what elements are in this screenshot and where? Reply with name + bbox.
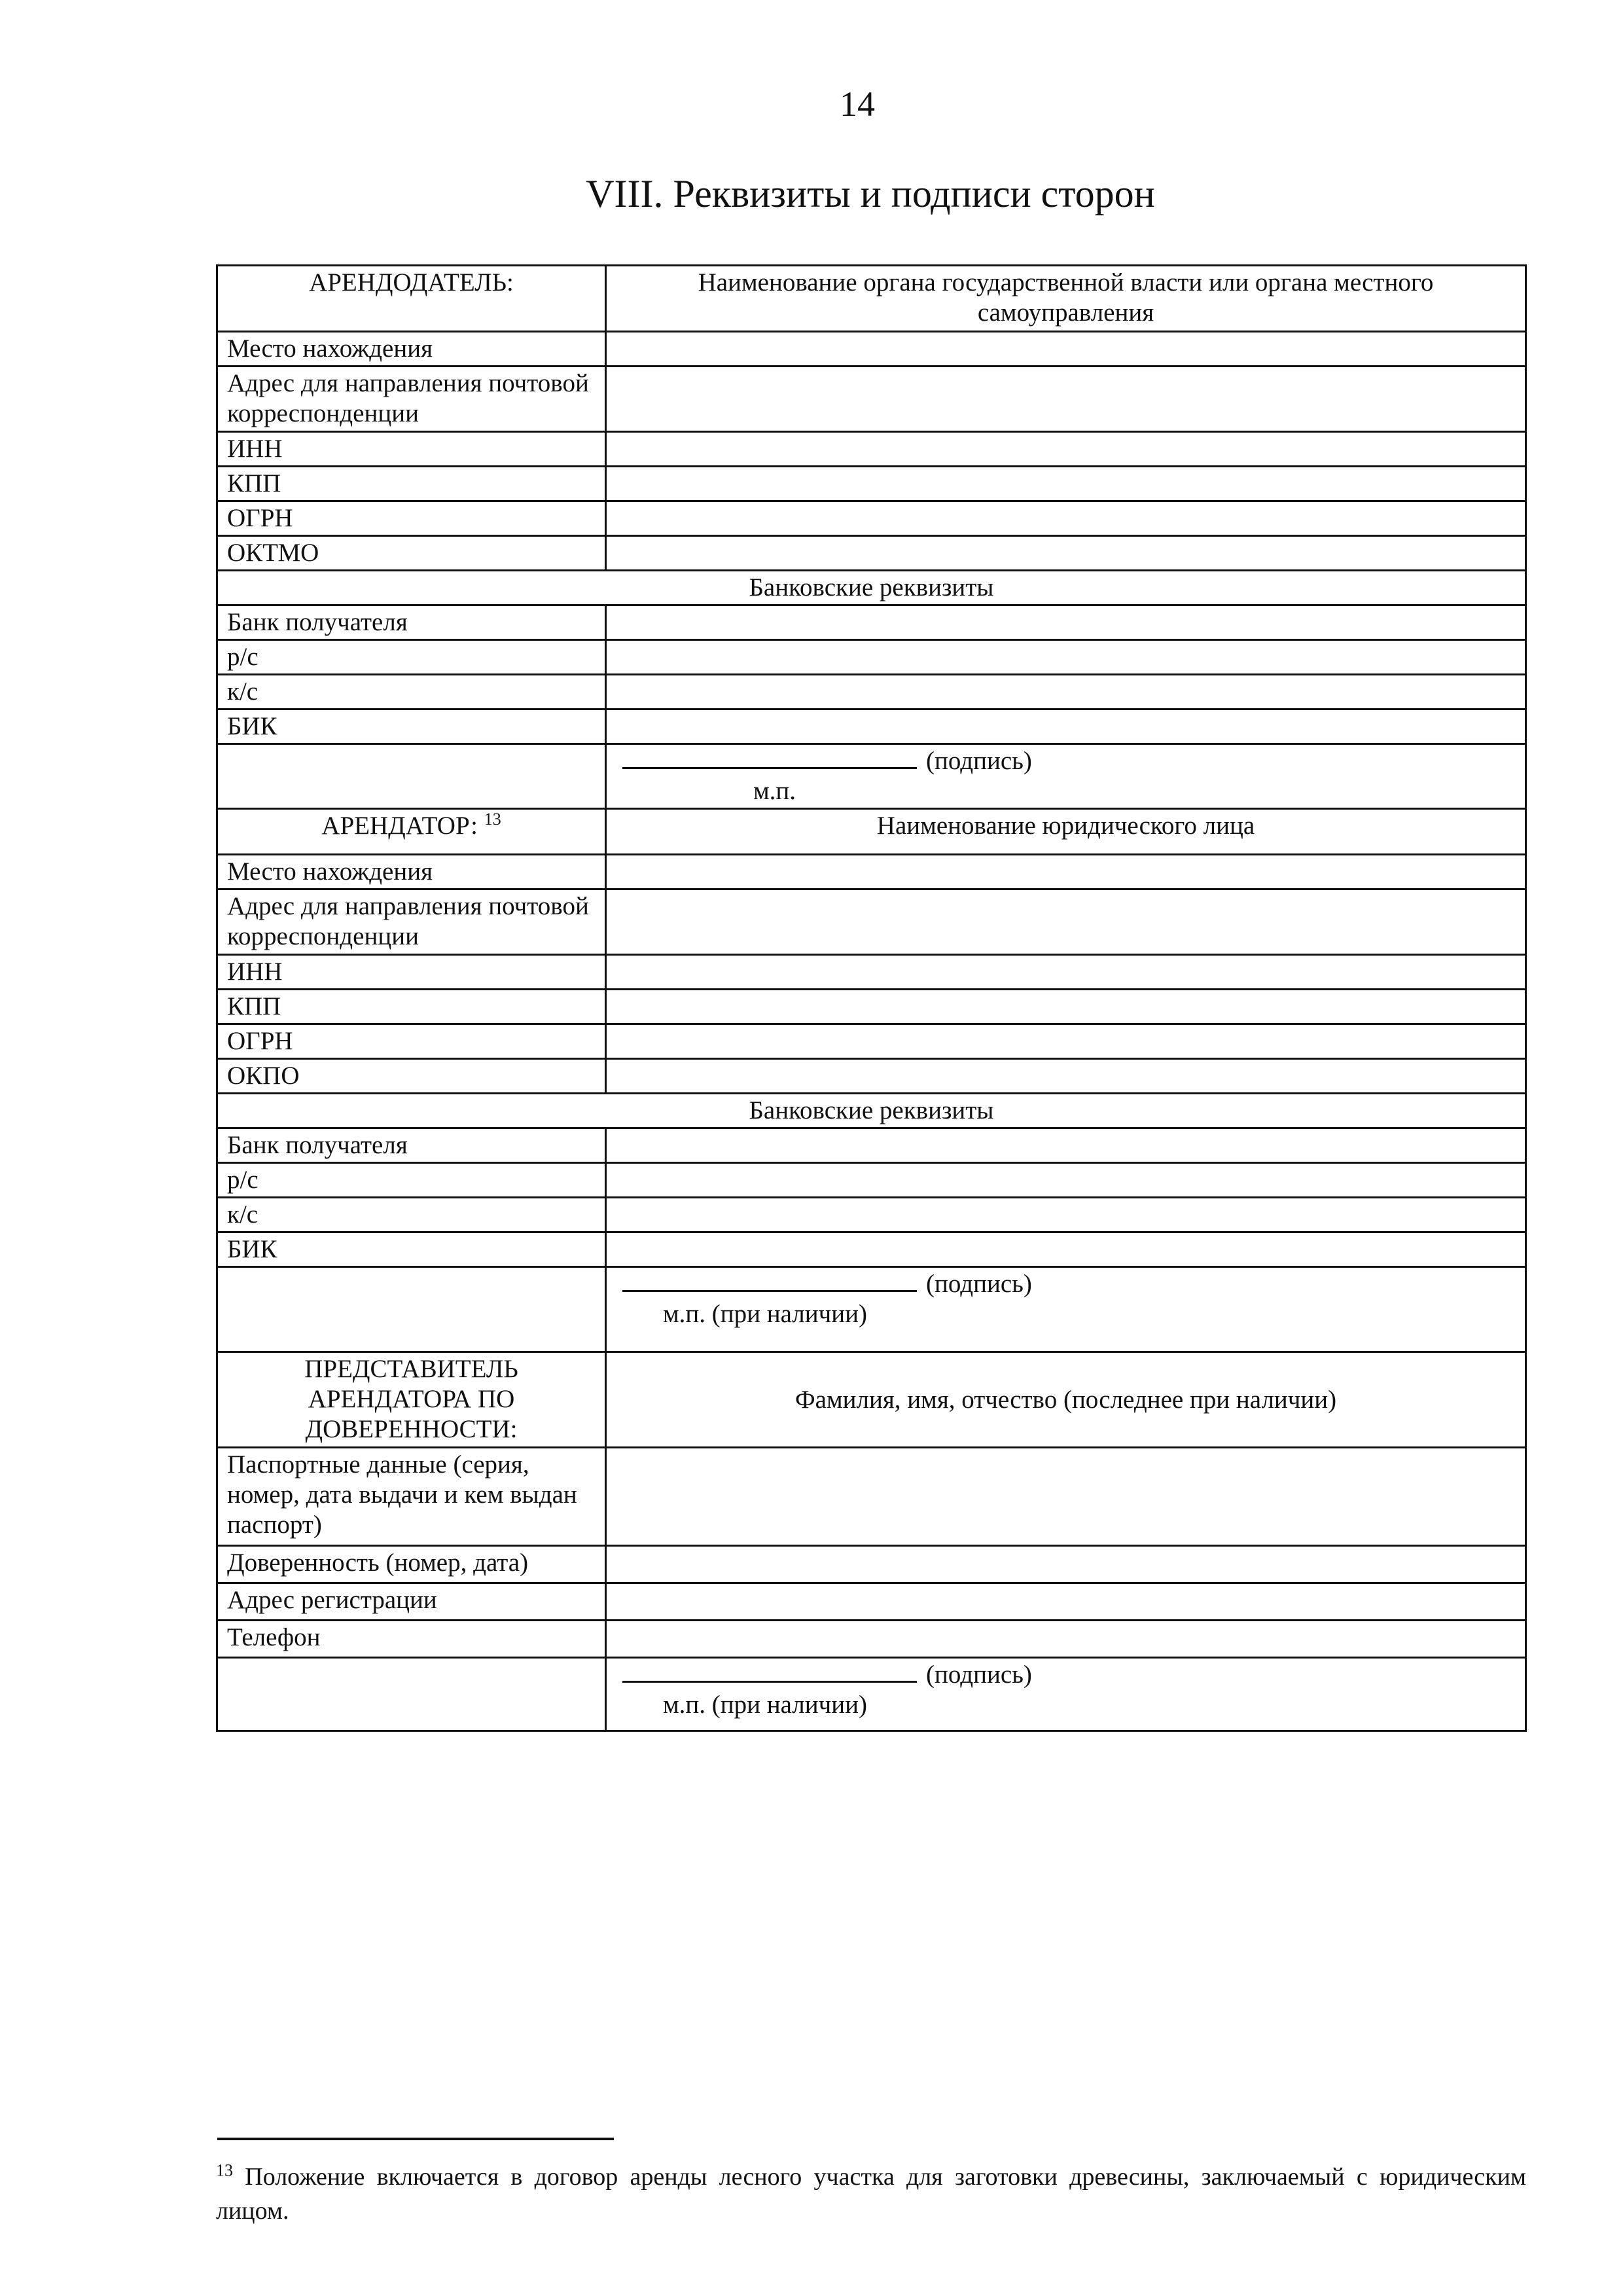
- row-label: Адрес для направления почтовой корреспонденции: [217, 367, 606, 432]
- table-row: [217, 1198, 1526, 1232]
- table-row: [217, 332, 1526, 367]
- signature-label: (подпись): [926, 1270, 1032, 1298]
- table-row: [217, 709, 1526, 744]
- row-label: КПП: [217, 990, 606, 1024]
- landlord-signature-block: [606, 744, 1526, 809]
- representative-header-row: [217, 1352, 1526, 1448]
- stamp-label: м.п. (при наличии): [663, 1691, 867, 1719]
- value-field[interactable]: [606, 536, 1526, 571]
- footnote-reference: 13: [484, 810, 501, 829]
- row-label: Банк получателя: [217, 1128, 606, 1163]
- tenant-header-row: [217, 809, 1526, 855]
- value-field[interactable]: [606, 990, 1526, 1024]
- signature-row: [217, 1267, 1526, 1352]
- value-field[interactable]: [606, 855, 1526, 889]
- row-label: ИНН: [217, 955, 606, 990]
- value-field[interactable]: [606, 467, 1526, 501]
- row-label: ОГРН: [217, 501, 606, 536]
- value-field[interactable]: [606, 332, 1526, 367]
- table-row: [217, 855, 1526, 889]
- table-row: [217, 1546, 1526, 1583]
- value-field[interactable]: [606, 1163, 1526, 1198]
- landlord-heading: АРЕНДОДАТЕЛЬ:: [217, 266, 606, 332]
- table-row: [217, 605, 1526, 640]
- signature-line[interactable]: [622, 1661, 917, 1683]
- row-label: к/с: [217, 675, 606, 709]
- row-label: Доверенность (номер, дата): [217, 1546, 606, 1583]
- table-row: [217, 432, 1526, 467]
- footnote-divider: [217, 2138, 614, 2140]
- signature-row: [217, 744, 1526, 809]
- row-label: Место нахождения: [217, 855, 606, 889]
- representative-heading: ПРЕДСТАВИТЕЛЬ АРЕНДАТОРА ПО ДОВЕРЕННОСТИ:: [217, 1352, 606, 1448]
- row-label: р/с: [217, 1163, 606, 1198]
- signature-label: (подпись): [926, 1660, 1032, 1689]
- row-label: Адрес регистрации: [217, 1583, 606, 1621]
- footnote-text: Положение включается в договор аренды лесного участка для заготовки древесины, заключаемый с юридическим лицом.: [216, 2163, 1527, 2225]
- value-field[interactable]: [606, 1448, 1526, 1546]
- row-label: ОКТМО: [217, 536, 606, 571]
- landlord-name-caption: Наименование органа государственной власти или органа местного самоуправления: [606, 266, 1526, 332]
- tenant-bank-heading: Банковские реквизиты: [217, 1094, 1526, 1128]
- row-label: к/с: [217, 1198, 606, 1232]
- table-row: [217, 1621, 1526, 1658]
- value-field[interactable]: [606, 709, 1526, 744]
- table-row: [217, 501, 1526, 536]
- row-label: Паспортные данные (серия, номер, дата выдачи и кем выдан паспорт): [217, 1448, 606, 1546]
- table-row: [217, 1059, 1526, 1094]
- footnote: [216, 2160, 1526, 2228]
- tenant-name-caption: Наименование юридического лица: [606, 809, 1526, 855]
- stamp-label: м.п. (при наличии): [663, 1300, 867, 1328]
- row-label: р/с: [217, 640, 606, 675]
- value-field[interactable]: [606, 501, 1526, 536]
- signature-line[interactable]: [622, 747, 917, 769]
- landlord-header-row: [217, 266, 1526, 332]
- section-title: VIII. Реквизиты и подписи сторон: [586, 172, 1155, 215]
- stamp-label: м.п.: [753, 777, 796, 805]
- signature-line[interactable]: [622, 1270, 917, 1292]
- table-row: [217, 536, 1526, 571]
- table-row: [217, 955, 1526, 990]
- row-label: Место нахождения: [217, 332, 606, 367]
- value-field[interactable]: [606, 640, 1526, 675]
- signature-row: [217, 1658, 1526, 1731]
- bank-heading-row: [217, 571, 1526, 605]
- requisites-table: [216, 264, 1527, 1732]
- footnote-number: 13: [216, 2161, 233, 2180]
- table-row: [217, 1448, 1526, 1546]
- value-field[interactable]: [606, 675, 1526, 709]
- row-label: ОГРН: [217, 1024, 606, 1059]
- row-label: Банк получателя: [217, 605, 606, 640]
- table-row: [217, 1024, 1526, 1059]
- row-label: КПП: [217, 467, 606, 501]
- value-field[interactable]: [606, 955, 1526, 990]
- empty-cell: [217, 1658, 606, 1731]
- table-row: [217, 467, 1526, 501]
- row-label: Адрес для направления почтовой корреспонденции: [217, 889, 606, 955]
- value-field[interactable]: [606, 1059, 1526, 1094]
- row-label: БИК: [217, 709, 606, 744]
- table-row: [217, 1232, 1526, 1267]
- value-field[interactable]: [606, 1024, 1526, 1059]
- table-row: [217, 675, 1526, 709]
- value-field[interactable]: [606, 1546, 1526, 1583]
- table-row: [217, 1128, 1526, 1163]
- value-field[interactable]: [606, 1128, 1526, 1163]
- representative-name-caption: Фамилия, имя, отчество (последнее при наличии): [606, 1352, 1526, 1448]
- table-row: [217, 1583, 1526, 1621]
- row-label: Телефон: [217, 1621, 606, 1658]
- table-row: [217, 889, 1526, 955]
- tenant-heading: АРЕНДАТОР:: [321, 812, 478, 840]
- page-number: 14: [840, 84, 875, 124]
- table-row: [217, 367, 1526, 432]
- representative-signature-block: [606, 1658, 1526, 1731]
- tenant-heading-cell: [217, 809, 606, 855]
- value-field[interactable]: [606, 432, 1526, 467]
- tenant-signature-block: [606, 1267, 1526, 1352]
- value-field[interactable]: [606, 367, 1526, 432]
- value-field[interactable]: [606, 1583, 1526, 1621]
- table-row: [217, 640, 1526, 675]
- value-field[interactable]: [606, 1198, 1526, 1232]
- bank-heading-row: [217, 1094, 1526, 1128]
- value-field[interactable]: [606, 1621, 1526, 1658]
- table-row: [217, 990, 1526, 1024]
- row-label: БИК: [217, 1232, 606, 1267]
- row-label: ИНН: [217, 432, 606, 467]
- empty-cell: [217, 1267, 606, 1352]
- landlord-bank-heading: Банковские реквизиты: [217, 571, 1526, 605]
- empty-cell: [217, 744, 606, 809]
- value-field[interactable]: [606, 1232, 1526, 1267]
- value-field[interactable]: [606, 605, 1526, 640]
- table-row: [217, 1163, 1526, 1198]
- signature-label: (подпись): [926, 747, 1032, 775]
- row-label: ОКПО: [217, 1059, 606, 1094]
- value-field[interactable]: [606, 889, 1526, 955]
